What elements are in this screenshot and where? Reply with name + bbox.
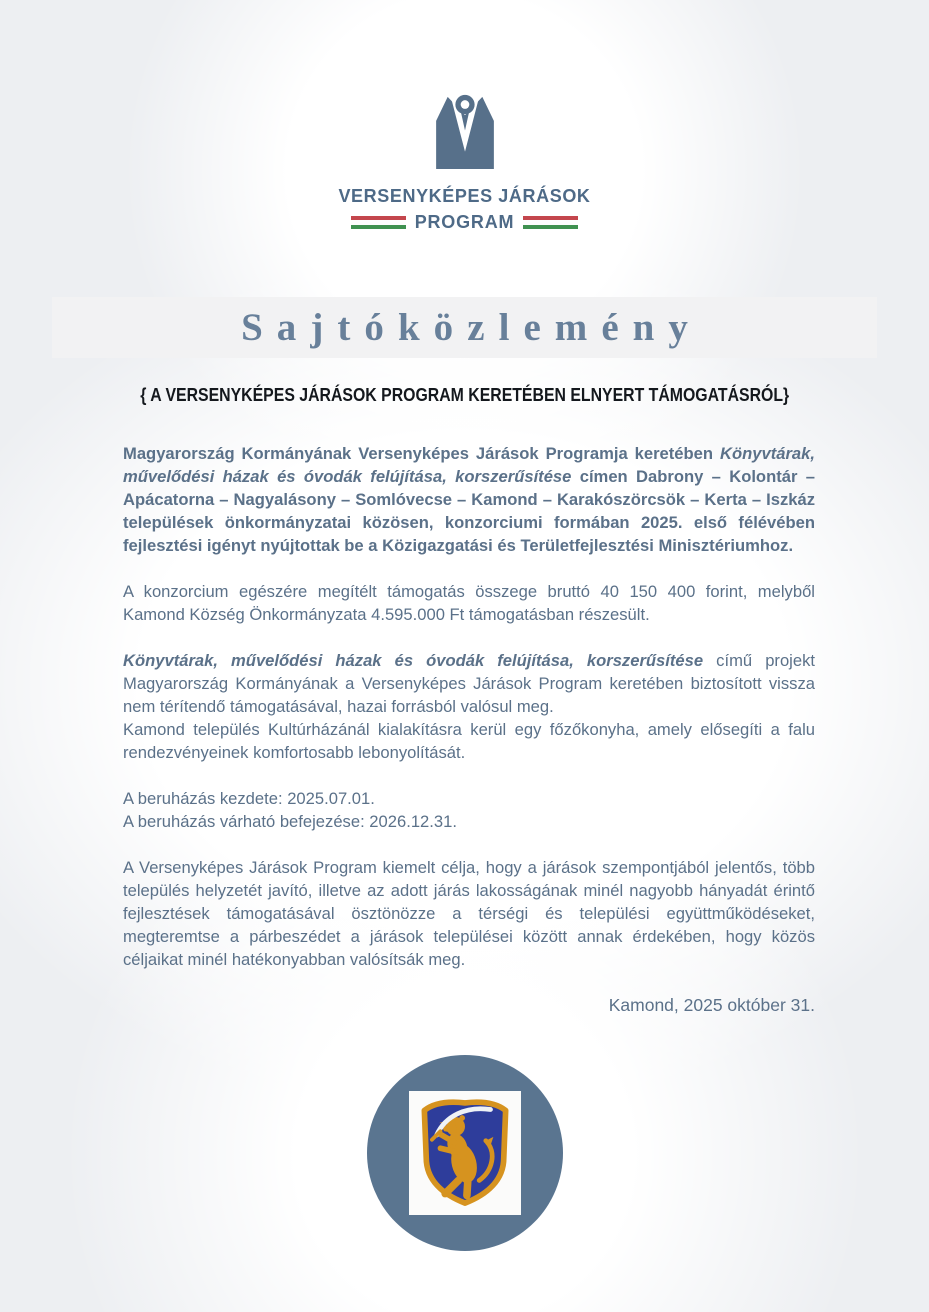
hungarian-flag-icon bbox=[351, 216, 406, 229]
kamond-coat-of-arms bbox=[409, 1091, 521, 1215]
program-pin-icon bbox=[436, 92, 494, 174]
investment-end-date: A beruházás várható befejezése: 2026.12.31. bbox=[123, 812, 457, 831]
closing-date-line: Kamond, 2025 október 31. bbox=[608, 995, 815, 1015]
program-logo-title: VERSENYKÉPES JÁRÁSOK bbox=[338, 186, 591, 206]
press-release-body bbox=[123, 442, 815, 1017]
program-logo-subtitle: PROGRAM bbox=[414, 212, 515, 232]
paragraph-funding: A konzorcium egészére megítélt támogatás összege bruttó 40 150 400 forint, melyből Kamond Község Önkormányzata 4.595.000 Ft támogatásban részesült. bbox=[123, 582, 815, 624]
paragraph-intro-lead: Magyarország Kormányának Versenyképes Járások Programja keretében bbox=[123, 444, 720, 463]
paragraph-dates bbox=[123, 787, 815, 833]
investment-start-date: A beruházás kezdete: 2025.07.01. bbox=[123, 789, 375, 808]
seal-circle bbox=[367, 1055, 563, 1251]
paragraph-program-goal: A Versenyképes Járások Program kiemelt célja, hogy a járások szempontjából jelentős, több település helyzetét javító, illetve az adott járás lakosságának minél nagyobb hányadát érintő fejlesztések támogatásával ösztönözze a térségi és települési együttműködéseket, megteremtse a párbeszédet a járások települései között annak érdekében, hogy közös céljaikat minél hatékonyabban valósítsák meg. bbox=[123, 858, 815, 969]
paragraph-intro-rest: címen Dabrony – Kolontár – Apácatorna – Nagyalásony – Somlóvecse – Kamond – Karakószörcsök – Kerta – Iszkáz települések önkormányzatai közösen, konzorciumi formában 2025. első félévében fejlesztési igényt nyújtottak be a Közigazgatási és Területfejlesztési Minisztériumhoz. bbox=[123, 467, 815, 555]
program-logo-block bbox=[0, 0, 929, 233]
project-title: Könyvtárak, művelődési házak és óvodák felújítása, korszerűsítése bbox=[123, 444, 815, 486]
press-release-subtitle bbox=[0, 385, 929, 406]
paragraph-project-rest: című projekt Magyarország Kormányának a Versenyképes Járások Program keretében biztosított vissza nem térítendő támogatásával, hazai forrásból valósul meg. bbox=[123, 651, 815, 716]
press-release-title: Sajtóközlemény bbox=[241, 306, 702, 349]
project-title: Könyvtárak, művelődési házak és óvodák felújítása, korszerűsítése bbox=[123, 651, 704, 670]
hungarian-flag-icon bbox=[523, 216, 578, 229]
paragraph-project-line2: Kamond település Kultúrházánál kialakításra kerül egy főzőkonyha, amely elősegíti a falu rendezvényeinek komfortosabb lebonyolítását. bbox=[123, 720, 815, 762]
press-release-banner bbox=[52, 297, 877, 358]
paragraph-intro bbox=[123, 442, 815, 557]
paragraph-project bbox=[123, 649, 815, 764]
footer bbox=[0, 1055, 929, 1251]
program-logo-subtitle-row bbox=[0, 212, 929, 233]
press-release-subtitle-text: { A VERSENYKÉPES JÁRÁSOK PROGRAM KERETÉBEN ELNYERT TÁMOGATÁSRÓL} bbox=[140, 385, 789, 405]
